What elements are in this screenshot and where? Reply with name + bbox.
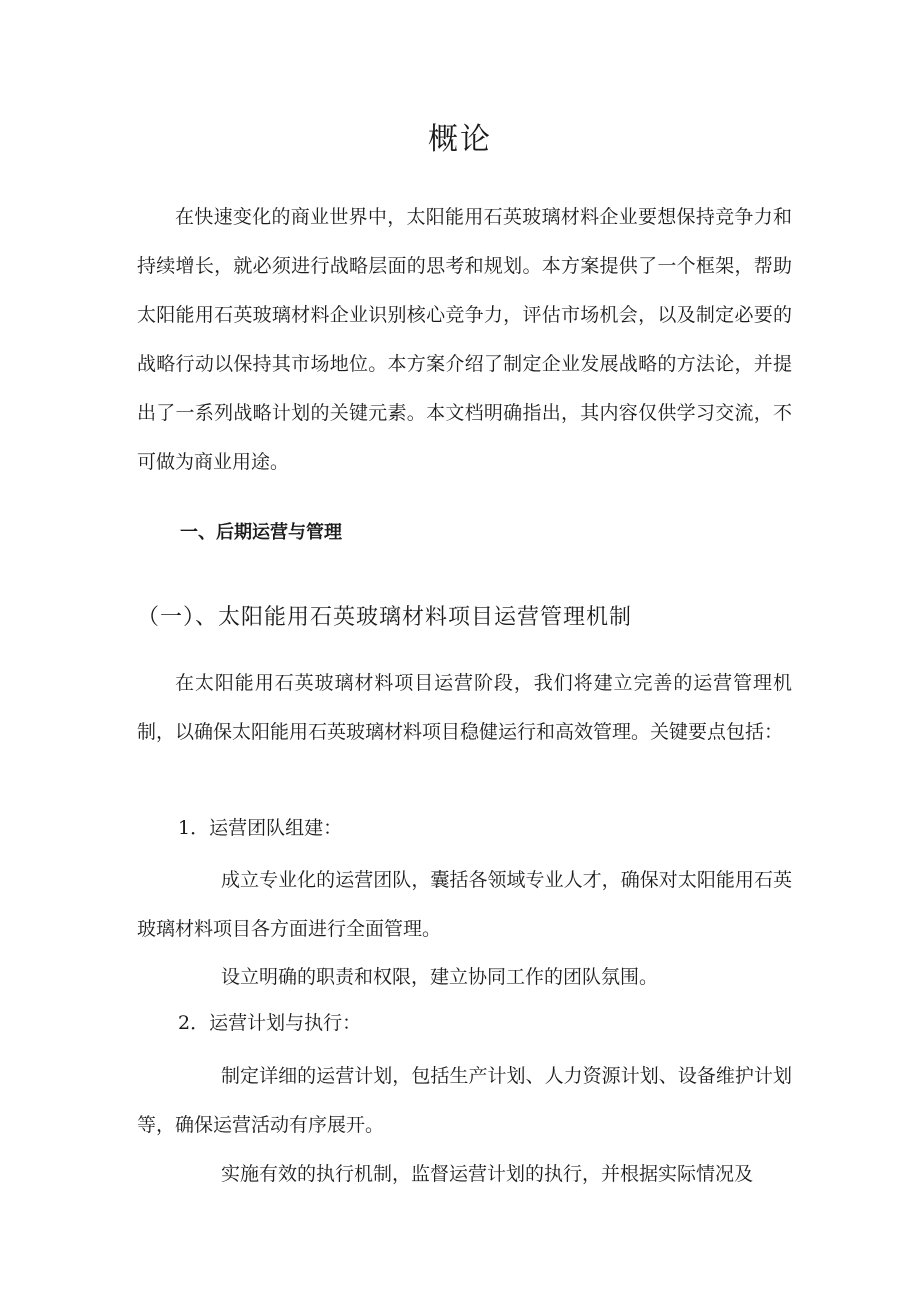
document-title: 概论	[428, 122, 492, 157]
item-heading-plan: 2．运营计划与执行：	[178, 1012, 362, 1034]
item-paragraph-plan-1: 制定详细的运营计划，包括生产计划、人力资源计划、设备维护计划等，确保运营活动有序展开。	[137, 1065, 792, 1136]
intro-paragraph: 在快速变化的商业世界中，太阳能用石英玻璃材料企业要想保持竞争力和持续增长，就必须进行战略层面的思考和规划。本方案提供了一个框架，帮助太阳能用石英玻璃材料企业识别核心竞争力，评估市场机会，以及制定必要的战略行动以保持其市场地位。本方案介绍了制定企业发展战略的方法论，并提出了一系列战略计划的关键元素。本文档明确指出，其内容仅供学习交流，不可做为商业用途。	[137, 206, 792, 473]
section-heading: 一、后期运营与管理	[180, 522, 342, 543]
item-paragraph-team-2: 设立明确的职责和权限，建立协同工作的团队氛围。	[221, 966, 659, 988]
item-paragraph-team-1: 成立专业化的运营团队，囊括各领域专业人才，确保对太阳能用石英玻璃材料项目各方面进行全面管理。	[137, 869, 792, 940]
item-heading-team: 1．运营团队组建：	[178, 817, 343, 839]
subsection-heading: （一）、太阳能用石英玻璃材料项目运营管理机制	[137, 605, 633, 630]
subsection-intro-paragraph: 在太阳能用石英玻璃材料项目运营阶段，我们将建立完善的运营管理机制，以确保太阳能用石英玻璃材料项目稳健运行和高效管理。关键要点包括：	[137, 672, 792, 743]
item-paragraph-plan-2: 实施有效的执行机制，监督运营计划的执行，并根据实际情况及	[221, 1163, 754, 1185]
